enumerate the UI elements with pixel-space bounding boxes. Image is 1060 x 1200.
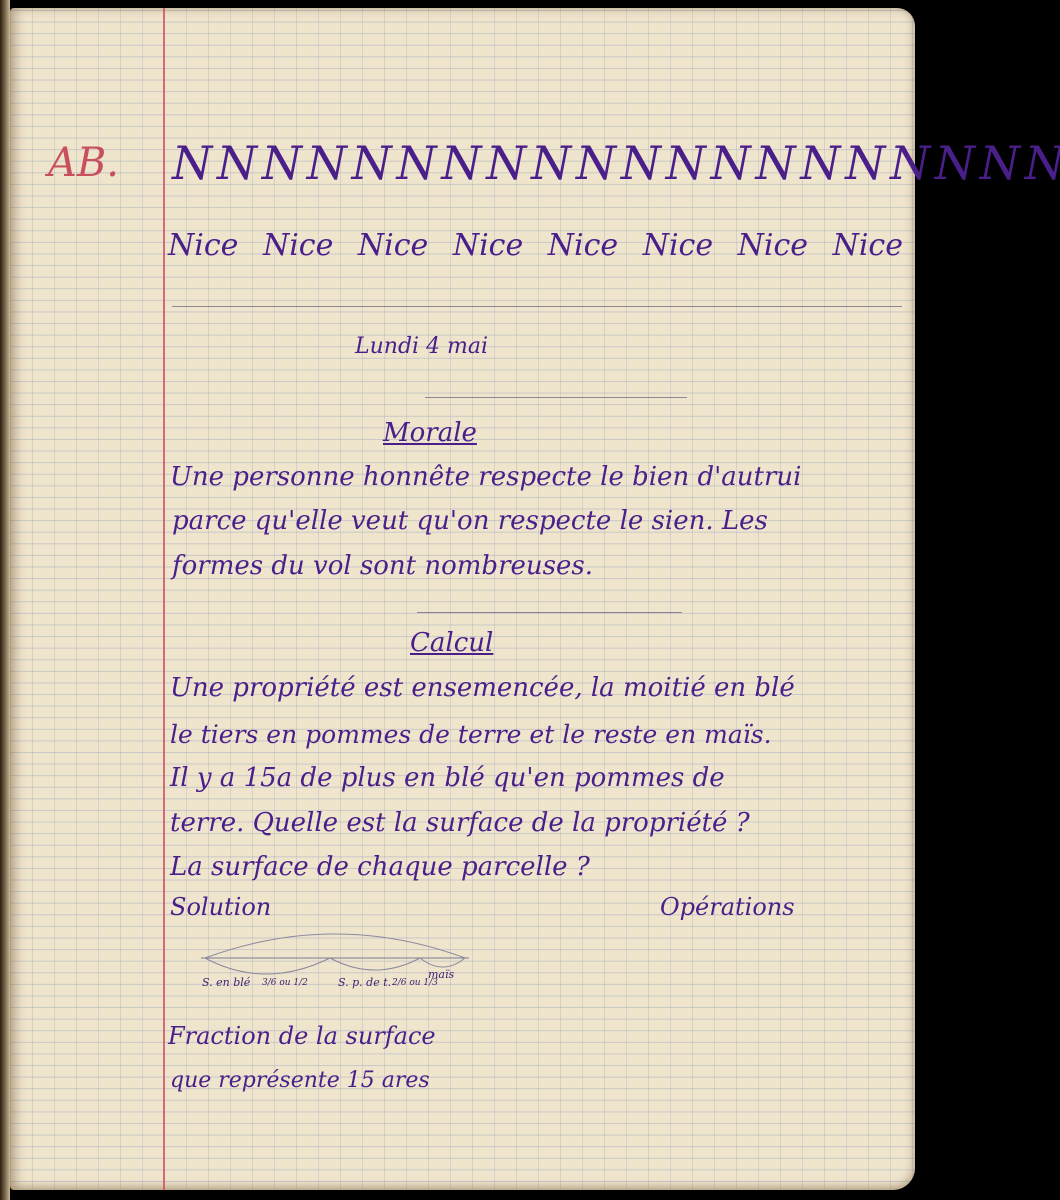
nice-word: Nice [357,228,429,263]
divider [417,612,682,613]
capital-n-row: N N N N N N N N N N N N N N N N N N N N [172,136,1060,190]
nice-word: Nice [452,228,524,263]
divider [425,397,687,398]
diagram-label-pommes: S. p. de t. [338,976,392,989]
calcul-title: Calcul [410,628,494,658]
margin-mark: AB. [48,140,119,186]
nice-word: Nice [547,228,619,263]
diagram-label-mais: maïs [428,968,455,981]
solution-label: Solution [170,893,272,921]
fraction-line: que représente 15 ares [170,1068,430,1093]
diagram-label-third: 2/6 ou 1/3 [392,978,438,988]
nice-word: Nice [737,228,809,263]
divider [172,306,902,307]
nice-row [168,228,903,263]
morale-line: Une personne honnête respecte le bien d'autrui [170,462,802,492]
nice-word: Nice [262,228,334,263]
morale-line: parce qu'elle veut qu'on respecte le sien. Les [172,506,768,536]
calcul-line: le tiers en pommes de terre et le reste en maïs. [170,720,772,749]
calcul-line: La surface de chaque parcelle ? [170,852,590,882]
diagram-label-ble: S. en blé [202,976,251,989]
notebook-spine [0,0,10,1200]
morale-line: formes du vol sont nombreuses. [172,551,593,581]
nice-word: Nice [642,228,714,263]
operations-label: Opérations [660,893,795,921]
date-heading: Lundi 4 mai [355,334,489,359]
fraction-line: Fraction de la surface [168,1022,436,1050]
nice-word: Nice [832,228,903,263]
diagram-label-half: 3/6 ou 1/2 [262,978,308,988]
calcul-line: Il y a 15a de plus en blé qu'en pommes de [170,763,725,793]
calcul-line: Une propriété est ensemencée, la moitié en blé [170,673,795,703]
nice-word: Nice [168,228,239,263]
morale-title: Morale [383,418,477,448]
calcul-line: terre. Quelle est la surface de la propriété ? [170,808,750,838]
margin-line [163,8,165,1190]
